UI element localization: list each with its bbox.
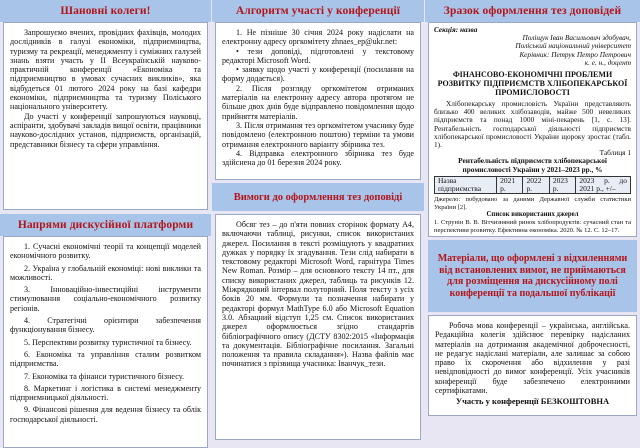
references-title: Список використаних джерел [486, 211, 579, 219]
notice-banner: Матеріали, що оформлені з відхиленнями від встановлених вимог, не приймаються для розміщення на дискусійному полі конференції та подальшої публікації [428, 240, 637, 312]
greeting-banner: Шановні колеги! [0, 0, 211, 22]
direction-item: 9. Фінансові рішення для ведення бізнесу та облік господарської діяльності. [10, 405, 201, 424]
language-text: Робоча мова конференції – українська, англійська. Редакційна колегія здійснює перевірку надісланих матеріалів на дотримання академічної доброчесності, не редагує надіслані матеріали, але залишає за собою право їх скорочення або відхилення у разі невідповідності до вимог конференції. Усіх учасників конференції буде забезпечено електронними сертифікатами. [435, 321, 630, 396]
language-box [428, 315, 637, 416]
step-3: 3. Після отримання тез оргкомітетом учаснику буде повідомлено (електронною поштою) терміни та умови отримання електронного варіанту збірника тез. [222, 120, 414, 149]
algorithm-box [215, 22, 421, 180]
directions-box [3, 236, 208, 448]
step-4: 4. Відправка електронного збірника тез буде здійснена до 01 березня 2024 року. [222, 148, 414, 168]
direction-item: 2. Україна у глобальній економіці: нові виклики та можливості. [10, 263, 201, 282]
step-1: 1. Не пізніше 30 січня 2024 року надіслати на електронну адресу оргкомітету zhnaes_ep@ukr.net: [222, 28, 414, 47]
column-left [0, 0, 211, 443]
invitation-paragraph-1: Запрошуємо вчених, провідних фахівців, молодих дослідників в галузі економіки, підприємництва, туризму та рекреації, менеджменту і суміжних галузей знань взяти участь у ІІ Всеукраїнській науково-практичній конференції «Економіка та підприємництво в умовах сучасних викликів», яка відбудеться 01 лютого 2024 року на базі кафедри економіки, підприємництва та туризму Поліського національного університету. [10, 28, 201, 112]
column-right [425, 0, 640, 443]
paper-body: Хлібопекарську промисловість України представляють близько 400 великих хлібозаводів, майже 500 невеликих підприємств та понад 1000 міні-пекарень [1, с. 13]. Рентабельність господарської діяльності підприємств хлібопекарської промисловості України щороку зростає (табл. 1). [434, 99, 631, 150]
direction-item: 8. Маркетинг і логістика в системі менеджменту підприємницької діяльності. [10, 383, 201, 403]
direction-item: 7. Економіка та фінанси туристичного бізнесу. [24, 371, 184, 381]
free-participation: Участь у конференції БЕЗКОШТОВНА [455, 396, 610, 407]
step-2: 2. Після розгляду оргкомітетом отриманих матеріалів на електронну адресу автора протягом не більше двох днів буде відправлено повідомлення щодо прийняття матеріалів. [222, 83, 414, 121]
design-requirements-box [215, 214, 421, 440]
algorithm-banner: Алгоритм участі у конференції [212, 0, 424, 22]
table-head-cell: 2021 р. [497, 176, 523, 193]
sample-banner: Зразок оформлення тез доповідей [425, 0, 640, 22]
invitation-paragraph-2: До участі у конференції запрошуються науковці, аспіранти, здобувачі закладів вищої освіти, працівники науково-дослідних установ, підприємств, організацій, представники бізнесу та сфери управління. [10, 111, 201, 149]
direction-item: 5. Перспективи розвитку туристичної та бізнесу. [24, 337, 192, 347]
step-1b: • заявку щодо участі у конференції (посилання на форму додається). [222, 65, 414, 84]
sample-box [428, 22, 637, 237]
step-1a: • тези доповіді, підготовлені у текстовому редакторі Microsoft Word. [222, 46, 414, 65]
reference-item: 1. Струнін В. В. Вітчизняний ринок хлібопродуктів: сучасний стан та перспективи розвитку. Ефективна економіка. 2020. № 12. С. 12–17. [434, 219, 631, 234]
table-head-cell: 2023 р. до 2021 р., +/– [576, 176, 631, 193]
section-label: Секція: назва [434, 25, 478, 34]
column-middle [212, 0, 424, 443]
direction-item: 6. Економіка та управління сталим розвитком підприємства. [10, 349, 201, 369]
university-line: Поліський національний університет [515, 41, 631, 51]
invitation-box [3, 22, 208, 210]
design-banner: Вимоги до оформлення тез доповіді [212, 183, 424, 211]
sample-table [434, 176, 631, 194]
direction-item: 4. Стратегічні орієнтири забезпечення функціонування бізнесу. [10, 316, 201, 335]
table-caption: Рентабельність підприємств хлібопекарської промисловості України у 2021–2023 рр., % [458, 156, 607, 174]
direction-item: 1. Сучасні економічні теорії та концепції моделей економічного розвитку. [10, 242, 201, 261]
directions-list [10, 242, 201, 424]
paper-title: ФІНАНСОВО-ЕКОНОМІЧНІ ПРОБЛЕМИ РОЗВИТКУ ПІДПРИЄМСТВ ХЛІБОПЕКАРСЬКОЇ ПРОМИСЛОВОСТІ [437, 70, 628, 98]
direction-item: 3. Інноваційно-інвестиційні інструменти стимулювання соціально-економічного розвитку регіонів. [10, 285, 201, 313]
supervisor-line: Керівник: Петрук Петро Петрович [519, 49, 631, 59]
table-source: Джерело: побудовано за даними Державної служби статистики України [2]. [434, 196, 631, 211]
directions-banner: Напрями дискусійної платформи [0, 214, 211, 236]
degree-line: к. е. н., доцент [584, 57, 631, 67]
table-head-cell: Назва підприємства [435, 176, 497, 193]
table-head-cell: 2022 р. [523, 176, 549, 193]
table-head-cell: 2023 р. [549, 176, 575, 193]
author-line: Поліщук Іван Васильович здобувач, [522, 33, 631, 43]
table-label: Таблиця 1 [599, 148, 631, 158]
design-requirements-text: Обсяг тез – до п'яти повних сторінок формату А4, включаючи таблиці, рисунки, список використаних джерел. Посилання в тексті розміщують у квадратних дужках у порядку їх згадування. Тези слід набирати в текстовому редакторі Microsoft Word, гарнітура Times New Roman. Розмір – для основного тексту 14 пт., для списку використаних джерел, таблиць та рисунків 12. Міжрядковий інтервал полуторний. Поля тексту з усіх боків 20 мм. Формули та позначення набирати у редакторі формул MathType 6.0 або Microsoft Equation 3.0. Абзацний відступ 1,25 см. Список використаних джерел оформлюється згідно стандартів бібліографічного опису (ДСТУ 8302:2015 «Інформація та документація. Бібліографічне посилання. Загальні положення та правила складання»). Назва файлів має починатися з прізвища учасника: Іванчук_тези. [222, 220, 414, 369]
